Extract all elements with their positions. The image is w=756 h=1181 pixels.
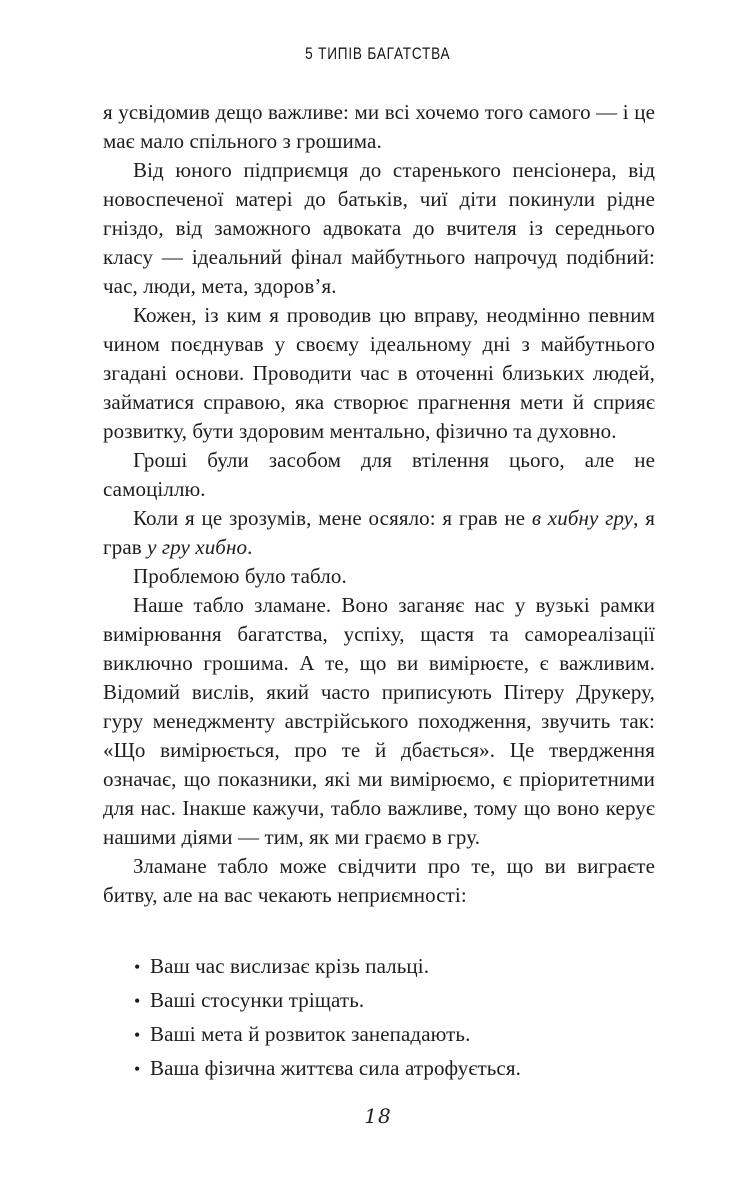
italic-text-run: у гру хибно	[147, 535, 248, 559]
paragraph	[103, 98, 655, 156]
text-run: Зламане табло може свідчити про те, що ви виграєте битву, але на вас чекають неприємності:	[103, 854, 655, 907]
text-run: Кожен, із ким я проводив цю вправу, неодмінно певним чином поєднував у своєму ідеальному дні з майбутнього згадані основи. Проводити час в оточенні близьких людей, займатися справою, яка створює прагнення мети й сприяє розвитку, бути здоровим ментально, фізично та духовно.	[103, 303, 655, 443]
bullet-icon: •	[134, 991, 141, 1011]
bullet-item-text: Ваші мета й розвиток занепадають.	[150, 1022, 471, 1046]
bullet-item-text: Ваш час вислизає крізь пальці.	[150, 954, 430, 978]
italic-text-run: в хибну гру	[531, 506, 634, 530]
running-header	[0, 44, 756, 64]
paragraph	[103, 591, 655, 852]
paragraph	[103, 446, 655, 504]
text-run: Гроші були засобом для втілення цього, але не самоціллю.	[103, 448, 655, 501]
text-run: .	[247, 535, 253, 559]
bullet-item	[103, 1054, 655, 1084]
bullet-item-text: Ваші стосунки тріщать.	[150, 988, 365, 1012]
bullet-item	[103, 1020, 655, 1050]
running-title: 5 ТИПІВ БАГАТСТВА	[305, 44, 451, 63]
text-run: Наше табло зламане. Воно заганяє нас у вузькі рамки вимірювання багатства, успіху, щастя та самореалізації виключно грошима. А те, що ви вимірюєте, є важливим. Відомий вислів, який часто приписують Пітеру Друкеру, гуру менеджменту австрійського походження, звучить так: «Що вимірюється, про те й дбається». Це твердження означає, що показники, які ми вимірюємо, є пріоритетними для нас. Інакше кажучи, табло важливе, тому що воно керує нашими діями — тим, як ми граємо в гру.	[103, 593, 655, 849]
bullet-icon: •	[134, 1025, 141, 1045]
bullet-item	[103, 986, 655, 1016]
bullet-item	[103, 952, 655, 982]
bullet-icon: •	[134, 1059, 141, 1079]
text-run: , я грав	[103, 506, 655, 559]
paragraph	[103, 852, 655, 910]
text-run: Проблемою було табло.	[133, 564, 347, 588]
bullet-icon: •	[134, 957, 141, 977]
page-number: 18	[364, 1104, 392, 1128]
paragraph	[103, 504, 655, 562]
text-run: Від юного підприємця до старенького пенсіонера, від новоспеченої матері до батьків, чиї діти покинули рідне гніздо, від заможного адвоката до вчителя із середнього класу — ідеальний фінал майбутнього напрочуд подібний: час, люди, мета, здоровʼя.	[103, 158, 655, 298]
text-run: я усвідомив дещо важливе: ми всі хочемо того самого — і це має мало спільного з грошима.	[103, 100, 655, 153]
paragraph	[103, 156, 655, 301]
bullet-list	[103, 952, 655, 1084]
page-body	[103, 98, 655, 1088]
paragraph	[103, 562, 655, 591]
bullet-item-text: Ваша фізична життєва сила атрофується.	[150, 1056, 521, 1080]
page-footer	[0, 1104, 756, 1128]
text-run: Коли я це зрозумів, мене осяяло: я грав не	[133, 506, 532, 530]
paragraph	[103, 301, 655, 446]
